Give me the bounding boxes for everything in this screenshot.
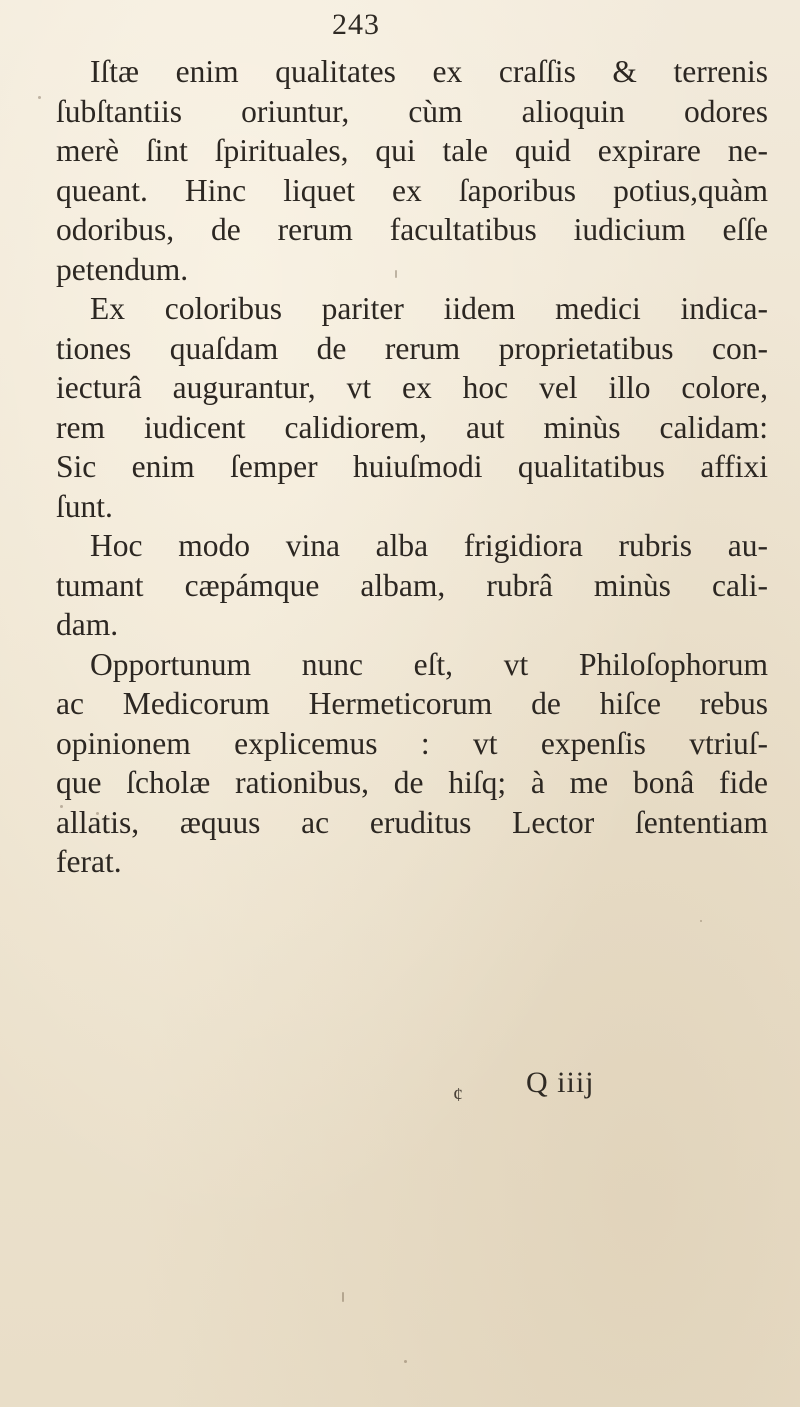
paragraph-3 xyxy=(56,526,768,645)
text-line: odoribus, de rerum facultatibus iudicium eſſe xyxy=(56,212,768,247)
paper-speck xyxy=(38,96,41,99)
text-line: tumant cæpámque albam, rubrâ minùs cali- xyxy=(56,567,768,603)
paper-speck xyxy=(60,805,63,808)
text-line: que ſcholæ rationibus, de hiſq; à me bonâ fide xyxy=(56,765,768,800)
text-line: queant. Hinc liquet ex ſaporibus potius,quàm xyxy=(56,172,768,208)
paper-speck xyxy=(395,270,397,278)
paper-speck xyxy=(404,1360,407,1363)
page-footer xyxy=(0,1066,800,1126)
text-line: rem iudicent calidiorem, aut minùs calidam: xyxy=(56,409,768,445)
paragraph-4 xyxy=(56,645,768,882)
text-line: Sic enim ſemper huiuſmodi qualitatibus affixi xyxy=(56,449,768,484)
text-line: tiones quaſdam de rerum proprietatibus con- xyxy=(56,330,768,366)
text-line: Ex coloribus pariter iidem medici indica- xyxy=(90,291,768,326)
page-number: 243 xyxy=(332,8,380,41)
printer-mark: ¢ xyxy=(453,1084,463,1106)
paragraph-1 xyxy=(56,52,768,289)
text-line: ſunt. xyxy=(56,488,113,524)
paragraph-2 xyxy=(56,289,768,526)
text-line: Hoc modo vina alba frigidiora rubris au- xyxy=(90,528,768,563)
text-line: ſubſtantiis oriuntur, cùm alioquin odores xyxy=(56,93,768,129)
paper-speck xyxy=(342,1292,344,1302)
text-line: allatis, æquus ac eruditus Lector ſententiam xyxy=(56,804,768,840)
text-line: opinionem explicemus : vt expenſis vtriuſ- xyxy=(56,725,768,761)
text-line: merè ſint ſpirituales, qui tale quid expirare ne- xyxy=(56,133,768,168)
text-line: Opportunum nunc eſt, vt Philoſophorum xyxy=(90,646,768,682)
signature-mark: Q iiij xyxy=(526,1066,595,1099)
text-line: Iſtæ enim qualitates ex craſſis & terrenis xyxy=(90,54,768,89)
text-line: petendum. xyxy=(56,251,189,287)
text-line: ferat. xyxy=(56,844,122,879)
text-line: iecturâ augurantur, vt ex hoc vel illo colore, xyxy=(56,370,768,405)
paper-speck xyxy=(96,812,99,815)
text-line: ac Medicorum Hermeticorum de hiſce rebus xyxy=(56,686,768,721)
paper-speck xyxy=(700,920,702,922)
body-text xyxy=(56,52,768,882)
text-line: dam. xyxy=(56,607,119,642)
